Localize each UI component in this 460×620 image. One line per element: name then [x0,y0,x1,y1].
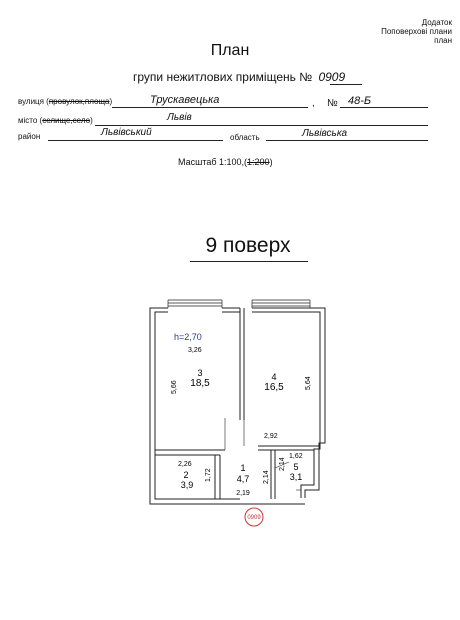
region-value: Львівська [302,128,348,139]
street-no-value: 48-Б [348,95,372,107]
room-1-area: 4,7 [236,474,250,484]
room-5-width: 1,62 [289,453,303,460]
corner-line-1: Додаток [421,18,452,27]
page-title: План [210,42,250,59]
room-2-area: 3,9 [180,480,194,490]
room-1-number: 1 [240,463,246,473]
room-2-number: 2 [183,470,189,480]
room-4-length: 5,64 [305,376,312,390]
height-label: h=2,70 [174,332,202,342]
city-label: місто (селище,село) [18,116,93,125]
room-1-length: 2,14 [263,470,270,484]
street-comma: , [312,98,315,109]
room-3-width: 3,26 [188,347,202,354]
room-1-width: 2,19 [236,490,250,497]
stamp-text: 0909 [247,515,261,521]
window-left [168,300,222,308]
corner-line-2: Поповерхові плани [381,27,452,36]
room-3-area: 18,5 [190,378,210,389]
city-value: Львів [167,112,192,123]
district-label: район [18,132,41,141]
room-5-number: 5 [293,462,299,472]
scale-text: Масштаб 1:100,(1:200) [178,157,273,167]
floor-heading: 9 поверх [205,234,291,257]
room-3-length: 5,66 [171,380,178,394]
room-5-area: 3,1 [289,472,303,482]
room-4-width: 2,92 [264,433,278,440]
window-right [252,300,310,308]
room-2-width: 2,26 [178,461,192,468]
room-4-number: 4 [271,372,277,382]
room-2-length: 1,72 [205,468,212,482]
street-no-label: № [327,98,338,109]
street-label: вулиця (провулок,площа) [18,97,113,106]
district-value: Львівський [101,127,152,138]
subtitle-text: групи нежитлових приміщень № [133,70,313,84]
street-value: Трускавецька [150,94,220,106]
room-3-number: 3 [197,368,203,378]
room-4-area: 16,5 [264,382,284,393]
corner-line-3: план [434,36,452,45]
region-label: область [230,133,260,142]
room-5-length: 2,14 [279,457,286,471]
subtitle-number: 0909 [318,70,346,84]
